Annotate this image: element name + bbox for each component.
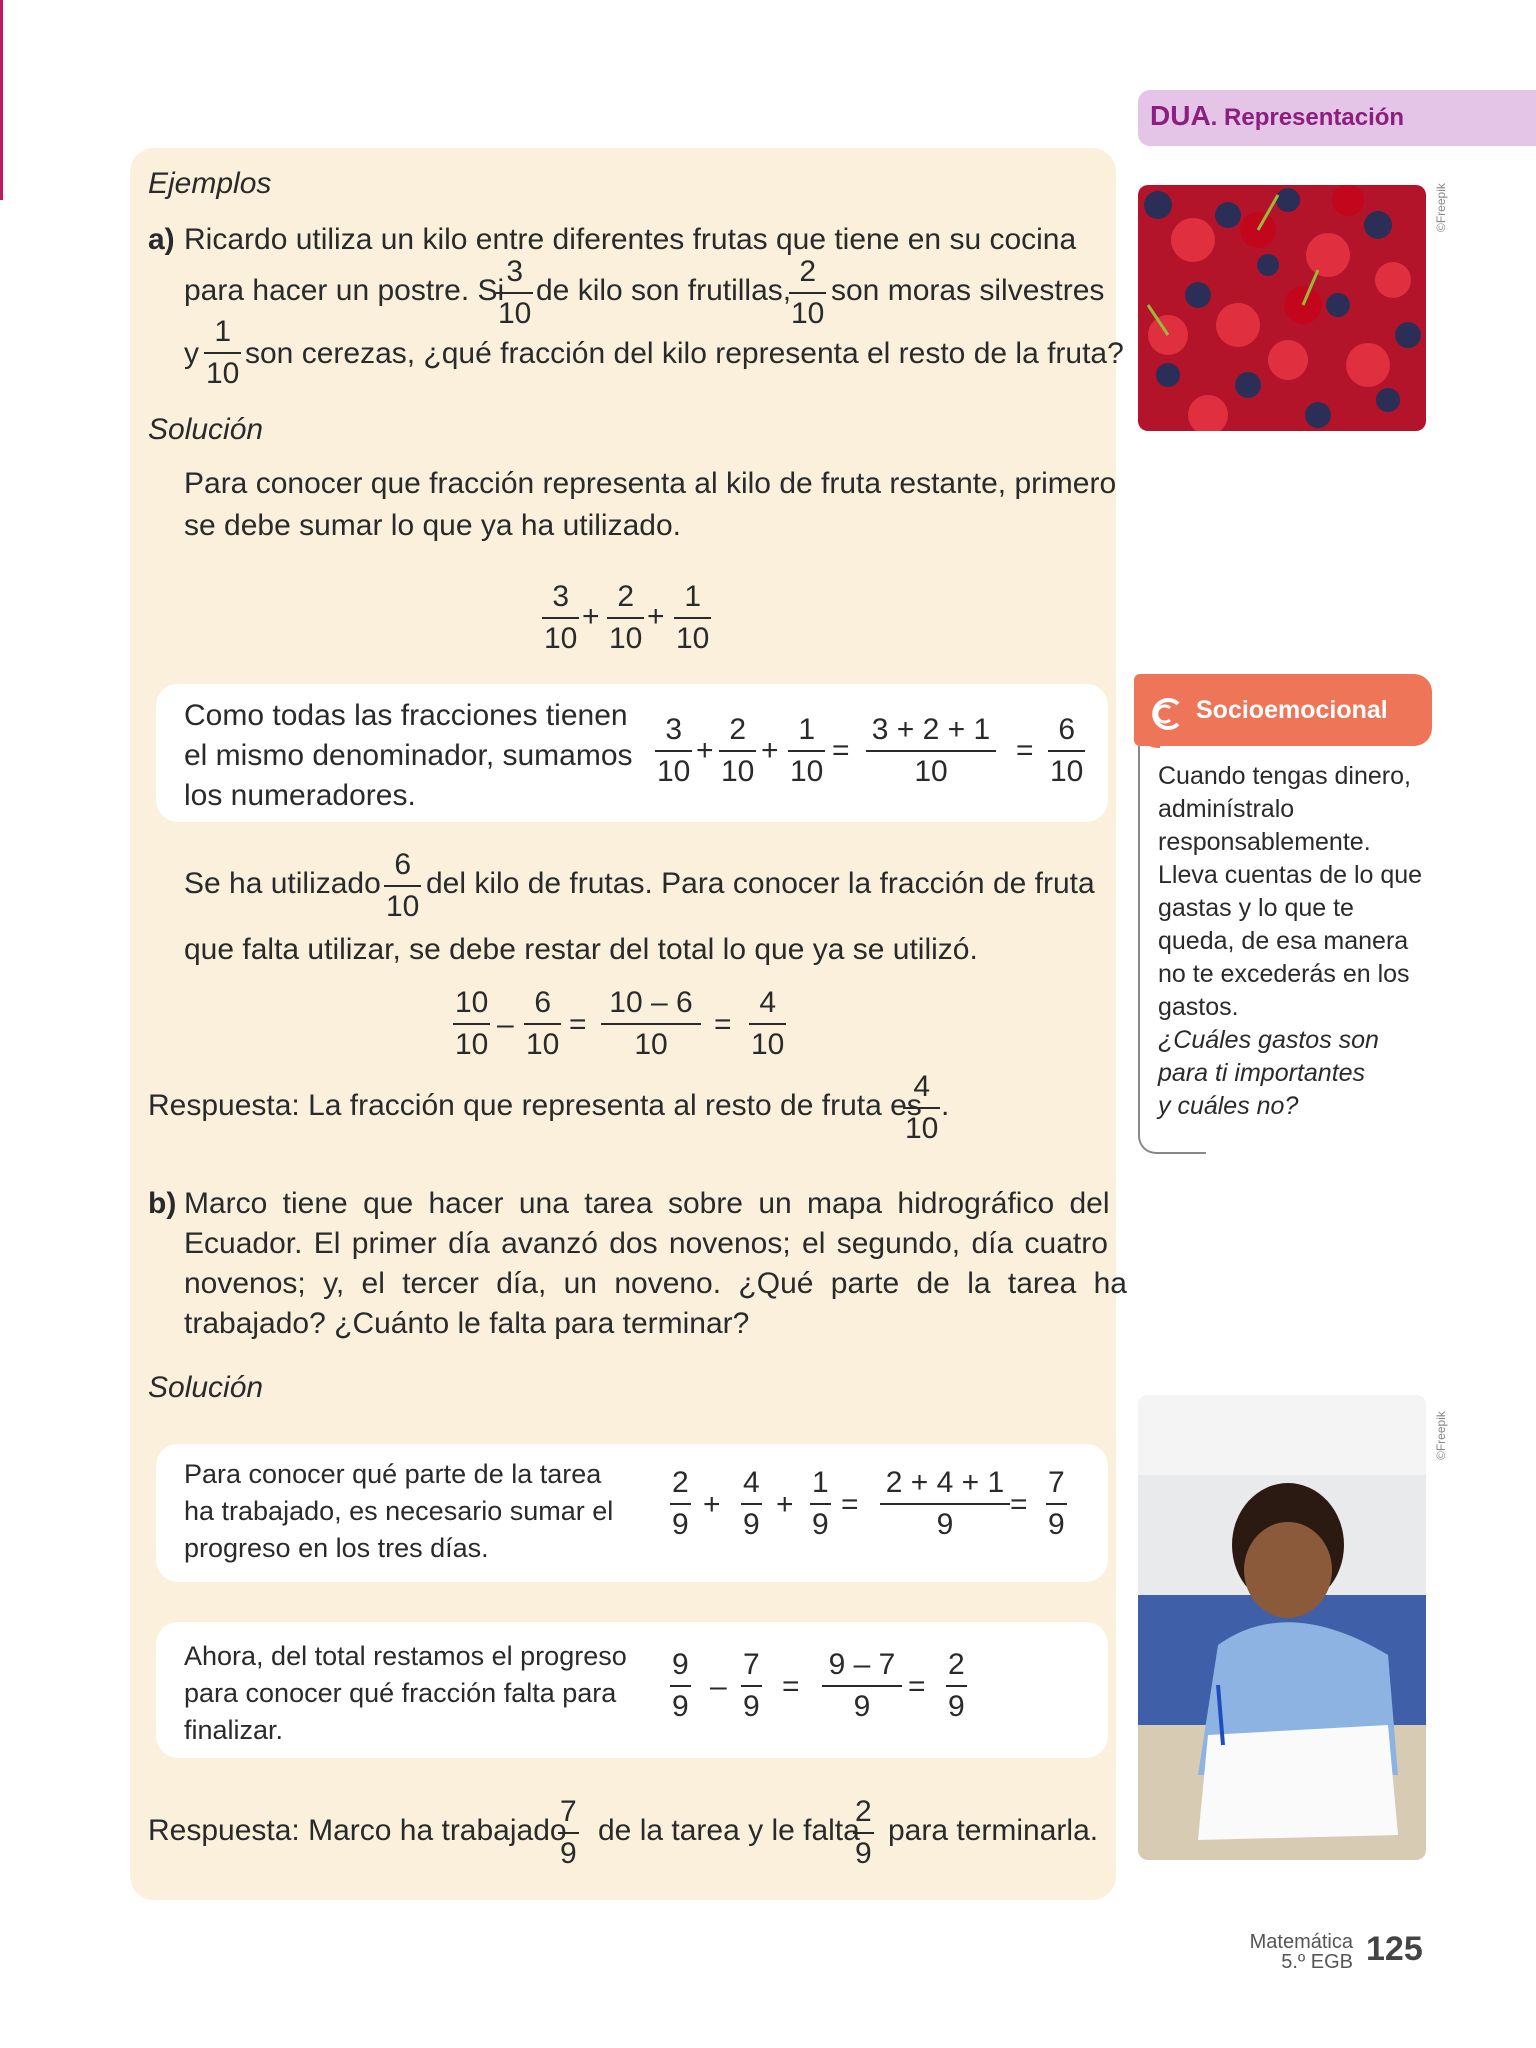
example-a-line2a: para hacer un postre. Si [184,274,505,307]
photo-credit-2: ©Freepik [1434,1411,1448,1460]
page-number: 125 [1366,1930,1423,1968]
example-a-line3b: son cerezas, ¿qué fracción del kilo representa el resto de la fruta? [245,337,1124,370]
example-a-line3a: y [184,337,199,370]
example-b-line4: trabajado? ¿Cuánto le falta para terminar? [184,1307,750,1340]
solution-title-b: Solución [148,1371,264,1404]
brain-heart-icon [1150,696,1186,732]
example-a-line1: Ricardo utiliza un kilo entre diferentes frutas que tiene en su cocina [184,223,1077,256]
fraction-2-10: $\frac{2}{10}$ [791,255,825,330]
used-line-b: del kilo de frutas. Para conocer la fracción de fruta [426,867,1095,900]
box3-line3: finalizar. [184,1715,284,1745]
sub-fraction: $\frac{10 - 6}{10}$ [601,986,701,1062]
solution-a-para2: se debe sumar lo que ya ha utilizado. [184,509,681,542]
examples-title: Ejemplos [148,167,272,200]
equals-sign: = [908,1670,926,1703]
answer-b-fraction-1: $\frac{7}{9}$ [560,1795,577,1870]
box3-line2: para conocer qué fracción falta para [184,1678,617,1708]
plus-sign: + [647,600,665,633]
dua-title: DUA. Representación [1150,100,1405,131]
example-b-label: b) [148,1187,177,1220]
box2-fraction: $\frac{2 + 4 + 1}{9}$ [880,1466,1010,1542]
plus-sign: + [582,600,600,633]
boy-studying-photo [1138,1395,1426,1860]
box2-fraction: $\frac{1}{9}$ [812,1466,829,1541]
plus-sign: + [776,1488,794,1521]
box1-line2: el mismo denominador, sumamos [184,739,633,772]
answer-b-fraction-2: $\frac{2}{9}$ [855,1795,872,1870]
example-a-line2b: de kilo son frutillas, [536,274,792,307]
used-line-a: Se ha utilizado [184,867,381,900]
box1-line3: los numeradores. [184,779,416,812]
box3-fraction: $\frac{9 - 7}{9}$ [822,1648,902,1724]
example-a-label: a) [148,223,175,256]
fraction-3-10: $\frac{3}{10}$ [498,255,532,330]
fruit-photo [1138,185,1426,431]
box2-fraction: $\frac{4}{9}$ [743,1466,760,1541]
footer-subject: Matemática 5.º EGB [1249,1931,1353,1973]
equals-sign: = [1016,734,1034,767]
example-b-line2: Ecuador. El primer día avanzó dos novenos; el segundo, día cuatro [184,1227,1108,1260]
plus-sign: + [696,734,714,767]
solution-a-para1: Para conocer que fracción representa al kilo de fruta restante, primero [184,467,1117,500]
box2-line3: progreso en los tres días. [184,1533,489,1563]
answer-a-period: . [941,1089,950,1122]
box2-line1: Para conocer qué parte de la tarea [184,1459,602,1489]
fraction-1-10: $\frac{1}{10}$ [206,315,240,390]
equals-sign: = [832,734,850,767]
solution-title-a: Solución [148,413,264,446]
box3-line1: Ahora, del total restamos el progreso [184,1641,627,1671]
rest-line: que falta utilizar, se debe restar del total lo que ya se utilizó. [184,933,978,966]
equals-sign: = [569,1008,587,1041]
box1-line1: Como todas las fracciones tienen [184,699,628,732]
box2-fraction: $\frac{2}{9}$ [672,1466,689,1541]
box3-fraction: $\frac{7}{9}$ [743,1648,760,1723]
sub-fraction: $\frac{10}{10}$ [455,986,489,1061]
equals-sign: = [1010,1488,1028,1521]
answer-a-fraction: $\frac{4}{10}$ [905,1070,939,1145]
page-edge-bar [0,0,3,200]
sum-fraction: $\frac{1}{10}$ [676,580,710,655]
box2-line2: ha trabajado, es necesario sumar el [184,1496,614,1526]
sum-fraction: $\frac{3}{10}$ [544,580,578,655]
box1-fraction: $\frac{3 + 2 + 1}{10}$ [866,713,996,789]
answer-a: Respuesta: La fracción que representa al resto de fruta es [148,1089,922,1122]
example-b-line1: Marco tiene que hacer una tarea sobre un mapa hidrográfico del [184,1187,1110,1220]
sum-fraction: $\frac{2}{10}$ [609,580,643,655]
example-b-line3: novenos; y, el tercer día, un noveno. ¿Qué parte de la tarea ha [184,1267,1127,1300]
box1-fraction: $\frac{1}{10}$ [790,713,824,788]
box3-fraction: $\frac{2}{9}$ [948,1648,965,1723]
socio-bracket-line [1138,746,1206,1154]
box1-fraction: $\frac{3}{10}$ [657,713,691,788]
equals-sign: = [714,1008,732,1041]
minus-sign: – [710,1670,727,1703]
photo-credit-1: ©Freepik [1434,183,1448,232]
box2-fraction: $\frac{7}{9}$ [1048,1466,1065,1541]
answer-b-part2: de la tarea y le falta [598,1814,860,1847]
used-fraction: $\frac{6}{10}$ [386,848,420,923]
equals-sign: = [841,1488,859,1521]
equals-sign: = [782,1670,800,1703]
socio-body: Cuando tengas dinero, adminístralo responsablemente. Lleva cuentas de lo que gastas y lo que te queda, de esa manera no te excederás en los gastos. ¿Cuáles gastos son para ti importantes y cuáles no? [1158,762,1423,1120]
box1-fraction: $\frac{2}{10}$ [721,713,755,788]
answer-b-part1: Respuesta: Marco ha trabajado [148,1814,567,1847]
plus-sign: + [761,734,779,767]
plus-sign: + [703,1488,721,1521]
sub-fraction: $\frac{4}{10}$ [751,986,785,1061]
answer-b-part3: para terminarla. [888,1814,1099,1847]
minus-sign: – [497,1008,514,1041]
sub-fraction: $\frac{6}{10}$ [526,986,560,1061]
box1-fraction: $\frac{6}{10}$ [1050,713,1084,788]
example-a-line2c: son moras silvestres [831,274,1105,307]
socio-title: Socioemocional [1196,696,1388,724]
box3-fraction: $\frac{9}{9}$ [672,1648,689,1723]
